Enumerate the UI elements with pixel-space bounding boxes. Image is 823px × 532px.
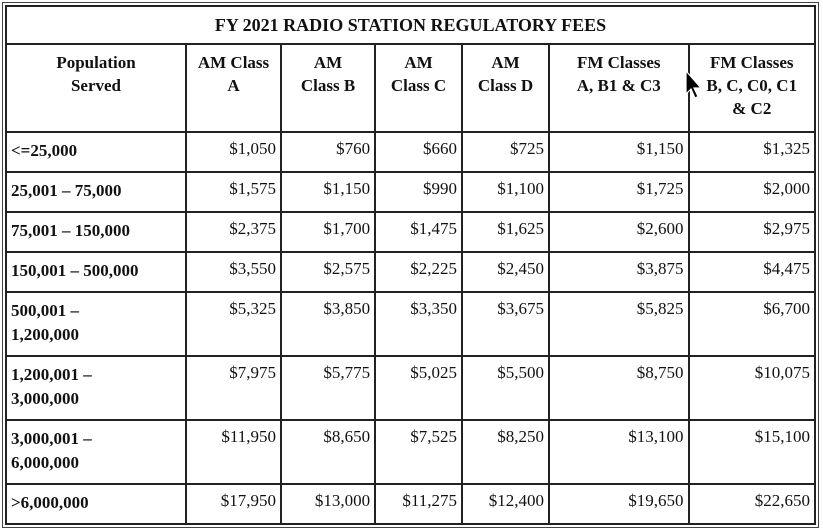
fee-cell: $3,350 bbox=[375, 292, 462, 356]
fee-cell: $13,000 bbox=[281, 484, 375, 524]
table-row bbox=[6, 420, 815, 484]
fee-cell: $19,650 bbox=[549, 484, 689, 524]
table-row bbox=[6, 356, 815, 420]
fee-cell: $12,400 bbox=[462, 484, 549, 524]
fee-cell: $8,250 bbox=[462, 420, 549, 484]
fee-cell: $1,725 bbox=[549, 172, 689, 212]
fee-cell: $660 bbox=[375, 132, 462, 172]
cell-text: 25,001 – 75,000 bbox=[11, 181, 122, 200]
table-row bbox=[6, 172, 815, 212]
cell-text: Class B bbox=[300, 76, 356, 95]
column-header-am-class-d bbox=[462, 44, 549, 132]
cell-text: Population bbox=[56, 53, 136, 72]
fee-cell: $22,650 bbox=[689, 484, 816, 524]
fee-cell: $6,700 bbox=[689, 292, 816, 356]
cell-text: & C2 bbox=[732, 99, 772, 118]
table-row bbox=[6, 292, 815, 356]
fee-cell: $1,050 bbox=[186, 132, 281, 172]
fee-cell: $5,775 bbox=[281, 356, 375, 420]
fee-cell: $5,825 bbox=[549, 292, 689, 356]
mouse-cursor-icon bbox=[684, 70, 704, 100]
fee-cell: $8,750 bbox=[549, 356, 689, 420]
fee-cell: $7,975 bbox=[186, 356, 281, 420]
title-row bbox=[6, 6, 815, 44]
cell-text: 1,200,001 – bbox=[11, 365, 92, 384]
column-header-population-served bbox=[6, 44, 186, 132]
fee-cell: $725 bbox=[462, 132, 549, 172]
fee-cell: $1,575 bbox=[186, 172, 281, 212]
population-cell bbox=[6, 420, 186, 484]
table-row bbox=[6, 484, 815, 524]
cell-text: 6,000,000 bbox=[11, 453, 79, 472]
fee-cell: $3,850 bbox=[281, 292, 375, 356]
cell-text: B, C, C0, C1 bbox=[706, 76, 798, 95]
fee-cell: $1,325 bbox=[689, 132, 816, 172]
fee-cell: $2,975 bbox=[689, 212, 816, 252]
table-row bbox=[6, 132, 815, 172]
population-cell bbox=[6, 252, 186, 292]
column-header-fm-classes-a-b1-c3 bbox=[549, 44, 689, 132]
fee-cell: $2,375 bbox=[186, 212, 281, 252]
fee-cell: $1,100 bbox=[462, 172, 549, 212]
fee-cell: $2,000 bbox=[689, 172, 816, 212]
cell-text: AM Class bbox=[197, 53, 270, 72]
population-cell bbox=[6, 132, 186, 172]
cell-text: >6,000,000 bbox=[11, 493, 89, 512]
cell-text: <=25,000 bbox=[11, 141, 78, 160]
fee-cell: $2,575 bbox=[281, 252, 375, 292]
population-cell bbox=[6, 484, 186, 524]
table-row bbox=[6, 252, 815, 292]
fee-cell: $4,475 bbox=[689, 252, 816, 292]
cell-text: FM Classes bbox=[576, 53, 661, 72]
fee-cell: $2,225 bbox=[375, 252, 462, 292]
table-row bbox=[6, 212, 815, 252]
fee-cell: $2,450 bbox=[462, 252, 549, 292]
population-cell bbox=[6, 212, 186, 252]
column-header-am-class-c bbox=[375, 44, 462, 132]
cell-text: 3,000,000 bbox=[11, 389, 79, 408]
fee-cell: $10,075 bbox=[689, 356, 816, 420]
fee-cell: $3,875 bbox=[549, 252, 689, 292]
fee-cell: $17,950 bbox=[186, 484, 281, 524]
column-header-am-class-a bbox=[186, 44, 281, 132]
cell-text: A bbox=[227, 76, 240, 95]
fee-cell: $15,100 bbox=[689, 420, 816, 484]
cell-text: Served bbox=[70, 76, 122, 95]
population-cell bbox=[6, 292, 186, 356]
fee-cell: $1,700 bbox=[281, 212, 375, 252]
fee-cell: $1,150 bbox=[549, 132, 689, 172]
fee-cell: $11,950 bbox=[186, 420, 281, 484]
fee-cell: $5,325 bbox=[186, 292, 281, 356]
fee-cell: $1,150 bbox=[281, 172, 375, 212]
population-cell bbox=[6, 172, 186, 212]
table-title: FY 2021 RADIO STATION REGULATORY FEES bbox=[6, 6, 815, 44]
fee-cell: $11,275 bbox=[375, 484, 462, 524]
column-header-am-class-b bbox=[281, 44, 375, 132]
fee-cell: $3,550 bbox=[186, 252, 281, 292]
cell-text: AM bbox=[404, 53, 433, 72]
cell-text: 1,200,000 bbox=[11, 325, 79, 344]
fee-cell: $5,025 bbox=[375, 356, 462, 420]
fee-cell: $1,625 bbox=[462, 212, 549, 252]
cell-text: FM Classes bbox=[709, 53, 794, 72]
fee-cell: $2,600 bbox=[549, 212, 689, 252]
cell-text: Class D bbox=[477, 76, 534, 95]
fee-cell: $13,100 bbox=[549, 420, 689, 484]
fee-cell: $7,525 bbox=[375, 420, 462, 484]
fee-cell: $760 bbox=[281, 132, 375, 172]
cell-text: AM bbox=[491, 53, 520, 72]
column-header-fm-classes-b-c-c0-c1-c2 bbox=[689, 44, 816, 132]
fee-cell: $990 bbox=[375, 172, 462, 212]
population-cell bbox=[6, 356, 186, 420]
fee-cell: $8,650 bbox=[281, 420, 375, 484]
cell-text: Class C bbox=[390, 76, 447, 95]
cell-text: A, B1 & C3 bbox=[576, 76, 661, 95]
cell-text: 75,001 – 150,000 bbox=[11, 221, 130, 240]
fee-cell: $1,475 bbox=[375, 212, 462, 252]
fee-cell: $5,500 bbox=[462, 356, 549, 420]
cell-text: AM bbox=[313, 53, 343, 72]
cell-text: 500,001 – bbox=[11, 301, 79, 320]
fee-cell: $3,675 bbox=[462, 292, 549, 356]
cell-text: 3,000,001 – bbox=[11, 429, 92, 448]
cell-text: 150,001 – 500,000 bbox=[11, 261, 139, 280]
